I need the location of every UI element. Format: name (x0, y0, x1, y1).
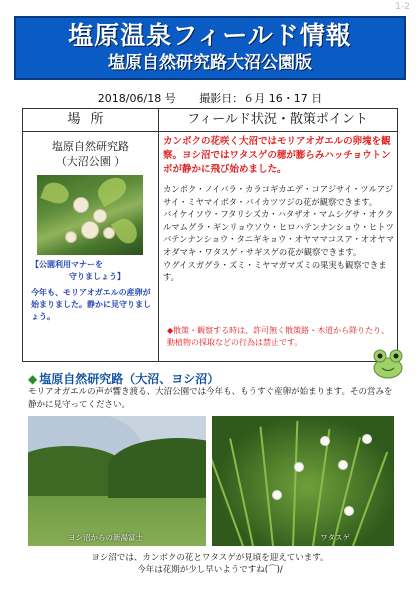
section-body: モリアオガエルの声が響き渡る、大沼公園では今年も、もうすぐ産卵が始まります。その営みを静かに見守ってください。 (28, 387, 393, 410)
lead-text: カンボクの花咲く大沼ではモリアオガエルの卵塊を観察。ヨシ沼ではワタスゲの穂が膨らみハッチョウトンボが静かに飛び始めました。 (163, 136, 391, 175)
page-title: 塩原温泉フィールド情報 (68, 21, 352, 50)
header-place: 場所 (23, 109, 159, 131)
page-number: 1-2 (395, 2, 410, 12)
place-name (23, 139, 158, 169)
caution-text: ◆散策・観察する時は、許可無く散策路・木道から降りたり、動植物の採取などの行為は禁止です。 (167, 326, 390, 347)
frog-icon (368, 346, 408, 380)
footer-line-2: 今年は花期が少し早いようですね(⌒)/ (137, 565, 283, 575)
field-info-table (22, 108, 398, 362)
place-name-line-1: 塩原自然研究路 (52, 140, 129, 153)
issue-number: 2018/06/18 号 (97, 92, 176, 105)
section-title (28, 370, 219, 387)
footer-line-1: ヨシ沼では、カンボクの花とワタスゲが見頃を迎えています。 (91, 553, 329, 563)
yoshinuma-landscape-photo (28, 416, 206, 546)
watasuge-photo (212, 416, 394, 546)
kanboku-flower-photo (37, 175, 143, 255)
page-subtitle: 塩原自然研究路大沼公園版 (108, 53, 312, 73)
manner-heading (31, 259, 155, 283)
shooting-date: 撮影日：６月 16・17 日 (199, 92, 323, 105)
manner-note: 今年も、モリアオガエルの産卵が始まりました。静かに見守りましょう。 (31, 288, 151, 321)
status-column (159, 131, 397, 361)
issue-line (0, 90, 420, 106)
section-title-text: 塩原自然研究路（大沼、ヨシ沼） (39, 372, 220, 386)
diamond-icon: ◆ (28, 372, 38, 386)
photo-caption-right: ワタスゲ (320, 533, 350, 542)
footer-text (0, 552, 420, 576)
observation-paragraph: カンボク・ノイバラ・カラコギカエデ・コアジサイ・ツルアジサイ・ミヤマイボタ・バイカツツジの花が観察できます。 (163, 184, 394, 207)
title-banner (14, 16, 406, 80)
header-status: フィールド状況・散策ポイント (187, 112, 368, 127)
manner-line-2: 守りましょう】 (69, 272, 125, 281)
place-name-line-2: （大沼公園 ） (55, 155, 126, 168)
place-column (23, 131, 159, 361)
observation-text (163, 183, 397, 284)
manner-line-1: 【公園利用マナーを (31, 260, 103, 269)
observation-paragraph: バイケイソウ・フタリシズカ・ハタザオ・マムシグサ・オククルマムグラ・ギンリョウソウ・ヒロハテンナンショウ・ヒトツバテンナンショウ・タニギキョウ・オヤママコスア・オオヤマオダマキ・ワタスゲ・サギスゲの花が観察できます。 (163, 209, 394, 257)
observation-paragraph: ウグイスガグラ・ズミ・ミヤマガマズミの果実も観察できます。 (163, 259, 387, 283)
photo-caption-left: ヨシ沼からの新湯富士 (68, 533, 143, 542)
table-header-row (23, 109, 397, 132)
